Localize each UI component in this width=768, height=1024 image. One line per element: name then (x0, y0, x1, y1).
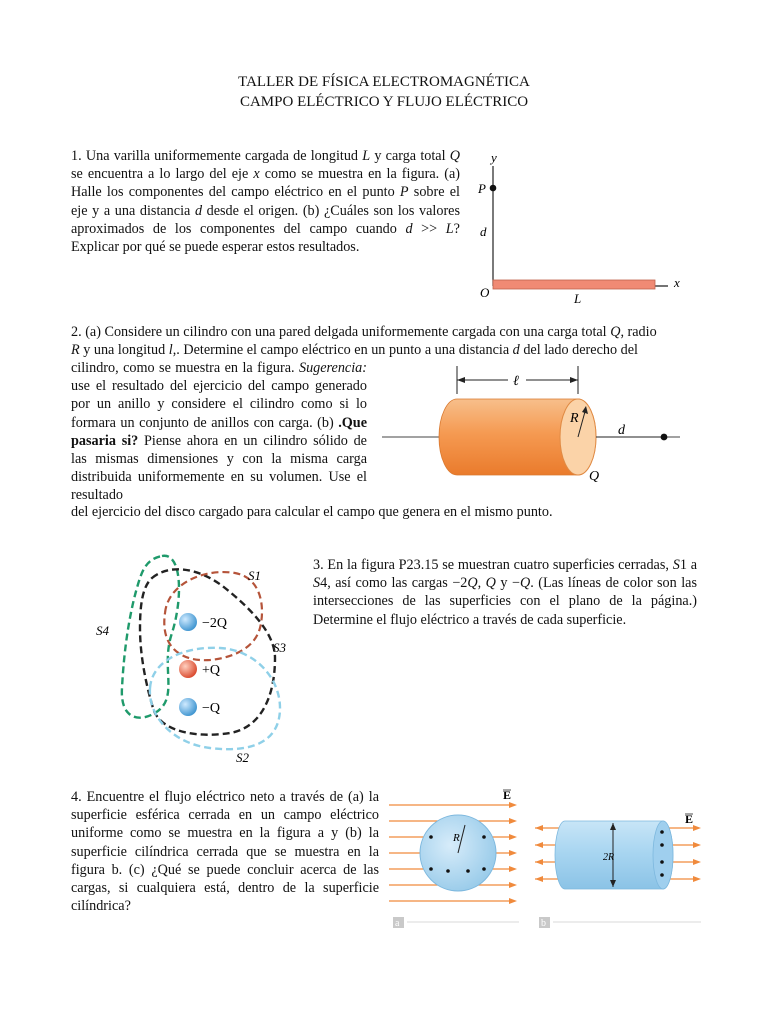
charge-plus-q-label: +Q (202, 663, 221, 678)
point-p-dot (490, 185, 497, 192)
s1-label: S1 (248, 568, 261, 583)
question-1-figure (470, 148, 690, 310)
charge-minus-2q (179, 613, 197, 631)
distance-d-label: d (480, 224, 487, 239)
panel-b-label: b (541, 918, 546, 929)
length-l-label: L (574, 291, 582, 306)
charge-minus-q-label: −Q (202, 701, 221, 716)
panel-a-label: a (395, 918, 400, 929)
page-title-line-2: CAMPO ELÉCTRICO Y FLUJO ELÉCTRICO (239, 94, 529, 110)
distance-d-label: d (618, 423, 625, 438)
question-3-text: 3. En la figura P23.15 se muestran cuatro superficies cerradas, S1 a S4, así como las cargas −2Q, Q y −Q. (Las líneas de color son las intersecciones de las superficies con el plano de la página.) Determine el flujo eléctrico a través de cada superficie. (313, 557, 697, 628)
question-2-line-2: R y una longitud l,. Determine el campo eléctrico en un punto a una distancia d del lado derecho del (71, 342, 638, 358)
charge-minus-q (179, 698, 197, 716)
field-e-label-a: E (503, 788, 512, 802)
s3-label: S3 (273, 640, 286, 655)
question-2-text-column: cilindro, como se muestra en la figura. Sugerencia: use el resultado del ejercicio del campo generado por un anillo y considere el cilindro como si lo formara un conjunto de anillos con carga. (b) .Que pasaria si? Piense ahora en un cilindro sólido de las mismas dimensiones y con la misma carga distribuida uniformemente en su volumen. Use el resultado (71, 360, 367, 504)
s4-label: S4 (96, 623, 109, 638)
diameter-label: 2R (603, 852, 615, 863)
y-axis-label: y (491, 150, 497, 165)
question-2-line-1: 2. (a) Considere un cilindro con una pared delgada uniformemente cargada con una carga total Q, radio (71, 324, 657, 340)
charged-rod (493, 280, 655, 289)
page-title-line-1: TALLER DE FÍSICA ELECTROMAGNÉTICA (238, 74, 530, 90)
length-ell-label: ℓ (513, 374, 519, 389)
charge-minus-2q-label: −2Q (202, 616, 228, 631)
field-e-label-b: E (685, 812, 694, 826)
point-p-label: P (478, 181, 486, 196)
field-point-dot (661, 434, 668, 441)
question-2-last-line: del ejercicio del disco cargado para calcular el campo que genera en el mismo punto. (71, 504, 553, 520)
question-4-figure (385, 785, 705, 935)
origin-label: O (480, 285, 490, 300)
question-1-text: 1. Una varilla uniformemente cargada de longitud L y carga total Q se encuentra a lo largo del eje x como se muestra en la figura. (a) Halle los componentes del campo eléctrico en el punto P sobre el eje y a una distancia d desde el origen. (b) ¿Cuáles son los valores aproximados de los componentes del campo cuando d >> L? Explicar por qué se puede esperar estos resultados. (71, 148, 461, 256)
radius-r-label: R (570, 411, 579, 426)
sphere-radius-label: R (453, 832, 460, 844)
charge-plus-q (179, 660, 197, 678)
x-axis-label: x (674, 275, 680, 290)
question-3-figure (90, 548, 300, 770)
question-2-figure (380, 362, 700, 492)
question-4-text: 4. Encuentre el flujo eléctrico neto a través de (a) la superficie esférica cerrada en un campo eléctrico uniforme como se muestra en la figura a y (b) la superficie cilíndrica cerrada que se muestra en la figura b. (c) ¿Qué se puede concluir acerca de las cargas, si cualquiera está, dentro de la superficie cilíndrica? (71, 789, 379, 915)
s2-label: S2 (236, 750, 249, 765)
charge-q-label: Q (589, 469, 600, 484)
